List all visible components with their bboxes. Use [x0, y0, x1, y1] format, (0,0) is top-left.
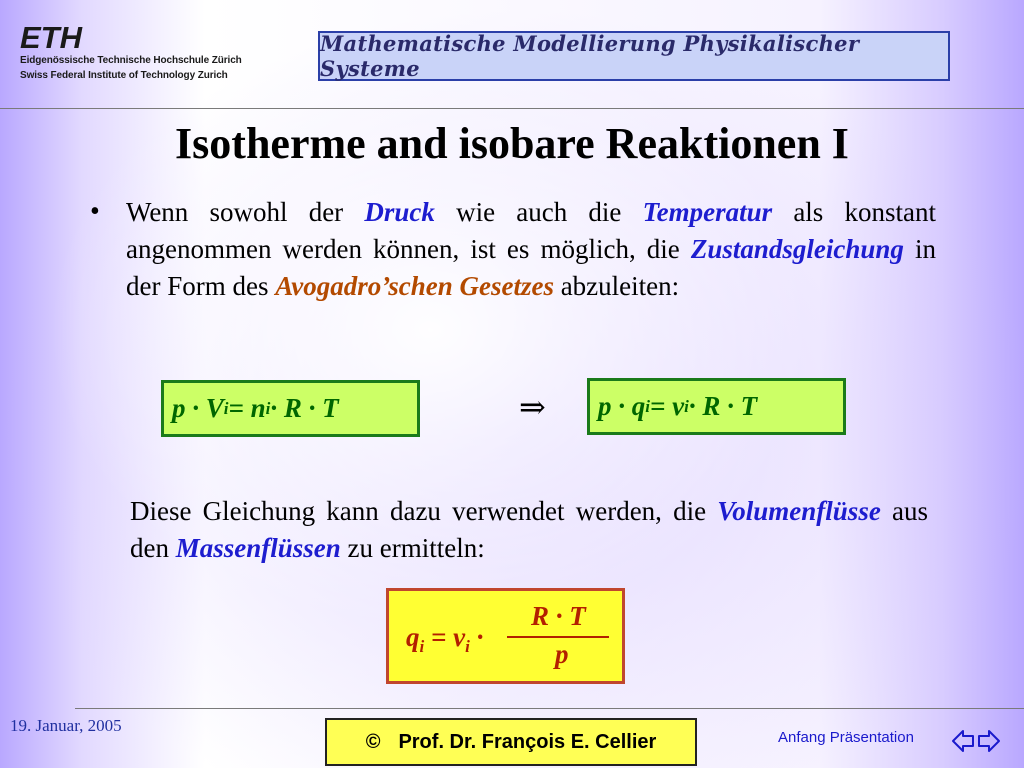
start-presentation-link[interactable]: Anfang Präsentation [778, 729, 914, 746]
eth-logo-text: ETH [20, 22, 82, 52]
formula3-mid: = ν [424, 622, 466, 652]
formula3-lhs-group [406, 622, 483, 657]
bullet-text-1: Wenn sowohl der [126, 197, 365, 227]
header-divider [0, 108, 1024, 109]
formula2-rhs: · R · T [688, 391, 758, 421]
institution-name-de: Eidgenössische Technische Hochschule Zürich [20, 55, 242, 66]
bullet-text-5: abzuleiten: [553, 271, 680, 301]
formula1-lhs: p · V [172, 393, 224, 423]
formula-volume-flow-fraction-box [386, 588, 625, 684]
formula3-lhs: q [406, 622, 420, 652]
institution-name-en: Swiss Federal Institute of Technology Zurich [20, 70, 228, 81]
formula1-rhs: · R · T [270, 393, 339, 423]
formula3-numerator: R · T [531, 601, 586, 631]
para2-text-3: zu ermitteln: [340, 533, 485, 563]
formula1-mid-sub: i [265, 398, 271, 418]
para2-text-1: Diese Gleichung kann dazu verwendet werden, die [130, 496, 718, 526]
author-box [325, 718, 697, 766]
formula3-lhs-sub: i [419, 637, 425, 656]
copyright-icon: © [365, 730, 381, 753]
formula3-dot: · [469, 622, 484, 652]
author-name: Prof. Dr. François E. Cellier [398, 730, 657, 753]
formula3-fraction-bar [507, 636, 609, 638]
keyword-volumenfluesse: Volumenflüsse [717, 496, 881, 526]
keyword-avogadro-gesetz: Avogadro’schen Gesetzes [275, 271, 554, 301]
para2-text-2: aus den [130, 496, 928, 563]
bullet-text-2: wie auch die [434, 197, 643, 227]
formula1-lhs-sub: i [223, 398, 229, 418]
formula3-denominator: p [555, 639, 569, 669]
slide-title: Isotherme and isobare Reaktionen I [175, 119, 849, 168]
formula-volume-flow-box [587, 378, 846, 435]
keyword-zustandsgleichung: Zustandsgleichung [690, 234, 904, 264]
course-title-banner: Mathematische Modellierung Physikalischer Systeme [318, 31, 950, 81]
formula1-mid: = n [228, 393, 266, 423]
bullet-text-3: als konstant angenommen werden können, ist es möglich, die [126, 197, 936, 264]
bullet-paragraph [126, 194, 936, 305]
bullet-text-4: in der Form des [126, 234, 936, 301]
footer-divider [75, 708, 1024, 709]
formula-ideal-gas-box [161, 380, 420, 437]
keyword-temperatur: Temperatur [642, 197, 773, 227]
implies-arrow-icon: ⇒ [519, 388, 546, 426]
explanation-paragraph [130, 493, 928, 567]
formula2-mid: = ν [649, 391, 685, 421]
eth-logo [20, 22, 115, 52]
back-forward-arrows-icon[interactable] [951, 726, 1001, 756]
keyword-massenfluessen: Massenflüssen [175, 533, 341, 563]
keyword-druck: Druck [364, 197, 435, 227]
bullet-marker: • [90, 196, 100, 227]
formula2-lhs-sub: i [645, 396, 650, 416]
formula2-mid-sub: i [684, 396, 689, 416]
formula2-lhs: p · q [598, 391, 646, 421]
footer-date: 19. Januar, 2005 [10, 716, 122, 735]
formula3-mid-sub: i [465, 637, 470, 656]
